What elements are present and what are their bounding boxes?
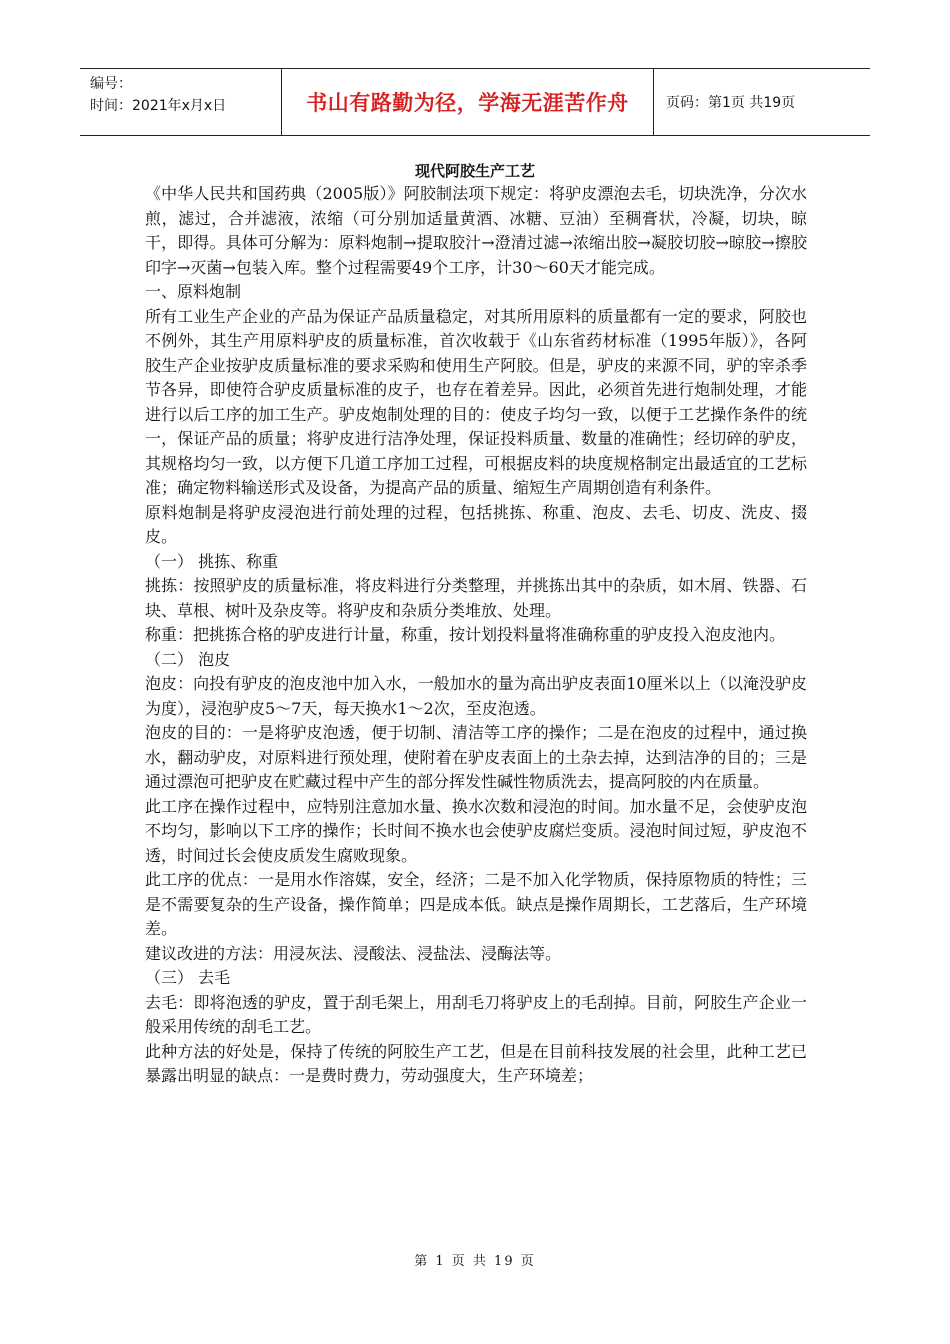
document-body [145,182,807,1089]
document-title: 现代阿胶生产工艺 [414,162,535,180]
page-header [80,68,870,136]
body-paragraph: 称重：把挑拣合格的驴皮进行计量，称重，按计划投料量将准确称重的驴皮投入泡皮池内。 [145,625,786,644]
body-paragraph: 去毛：即将泡透的驴皮，置于刮毛架上，用刮毛刀将驴皮上的毛刮掉。目前，阿胶生产企业一般采用传统的刮毛工艺。 [145,992,807,1036]
body-paragraph: 原料炮制是将驴皮浸泡进行前处理的过程，包括挑拣、称重、泡皮、去毛、切皮、洗皮、掇皮。 [145,502,807,546]
subsection-heading: （二） 泡皮 [145,649,231,669]
intro-paragraph: 《中华人民共和国药典（2005版）》阿胶制法项下规定：将驴皮漂泡去毛，切块洗净，分次水煎，滤过，合并滤液，浓缩（可分别加适量黄酒、冰糖、豆油）至稠膏状，冷凝，切块，晾干，即得。具体可分解为：原料炮制→提取胶汁→澄清过滤→浓缩出胶→凝胶切胶→晾胶→擦胶印字→灭菌→包装入库。整个过程需要49个工序，计30～60天才能完成。 [145,184,807,277]
body-paragraph: 挑拣：按照驴皮的质量标准，将皮料进行分类整理，并挑拣出其中的杂质，如木屑、铁器、石块、草根、树叶及杂皮等。将驴皮和杂质分类堆放、处理。 [145,576,807,620]
body-paragraph: 泡皮的目的：一是将驴皮泡透，便于切制、清洁等工序的操作；二是在泡皮的过程中，通过换水，翻动驴皮，对原料进行预处理，使附着在驴皮表面上的土杂去掉，达到洁净的目的；三是通过漂泡可把驴皮在贮藏过程中产生的部分挥发性碱性物质洗去，提高阿胶的内在质量。 [145,723,807,791]
section-heading: 一、原料炮制 [145,282,242,301]
subsection-heading: （三） 去毛 [145,968,231,987]
header-meta [80,69,282,135]
body-paragraph: 建议改进的方法：用浸灰法、浸酸法、浸盐法、浸酶法等。 [145,943,562,963]
body-paragraph: 此工序的优点：一是用水作溶媒，安全，经济；二是不加入化学物质，保持原物质的特性；三是不需要复杂的生产设备，操作简单；四是成本低。缺点是操作周期长，工艺落后，生产环境差。 [145,870,807,938]
header-page-info: 页码：第1页 共19页 [666,95,796,111]
body-paragraph: 所有工业生产企业的产品为保证产品质量稳定，对其所用原料的质量都有一定的要求，阿胶也不例外，其生产用原料驴皮的质量标准，首次收载于《山东省药材标准（1995年版）》，各阿胶生产企业按驴皮质量标准的要求采购和使用生产阿胶。但是，驴皮的来源不同，驴的宰杀季节各异，即使符合驴皮质量标准的皮子，也存在着差异。因此，必须首先进行炮制处理，才能进行以后工序的加工生产。驴皮炮制处理的目的：使皮子均匀一致，以便于工艺操作条件的统一，保证产品的质量；将驴皮进行洁净处理，保证投料质量、数量的准确性；经切碎的驴皮，其规格均匀一致，以方便下几道工序加工过程，可根据皮料的块度规格制定出最适宜的工艺标准；确定物料输送形式及设备，为提高产品的质量、缩短生产周期创造有利条件。 [145,306,807,497]
body-paragraph: 泡皮：向投有驴皮的泡皮池中加入水，一般加水的量为高出驴皮表面10厘米以上（以淹没驴皮为度），浸泡驴皮5～7天，每天换水1～2次，至皮泡透。 [145,674,807,718]
body-paragraph: 此工序在操作过程中，应特别注意加水量、换水次数和浸泡的时间。加水量不足，会使驴皮泡不均匀，影响以下工序的操作；长时间不换水也会使驴皮腐烂变质。浸泡时间过短，驴皮泡不透，时间过长会使皮质发生腐败现象。 [145,796,807,865]
page-footer: 第 1 页 共 19 页 [414,1254,536,1269]
doc-number-label: 编号： [90,76,132,92]
subsection-heading: （一） 挑拣、称重 [145,551,279,571]
header-motto-cell [282,69,654,135]
header-motto: 书山有路勤为径，学海无涯苦作舟 [306,91,629,115]
body-paragraph: 此种方法的好处是，保持了传统的阿胶生产工艺，但是在目前科技发展的社会里，此种工艺已暴露出明显的缺点：一是费时费力，劳动强度大，生产环境差； [145,1041,807,1085]
doc-date: 时间：2021年x月x日 [90,98,227,114]
